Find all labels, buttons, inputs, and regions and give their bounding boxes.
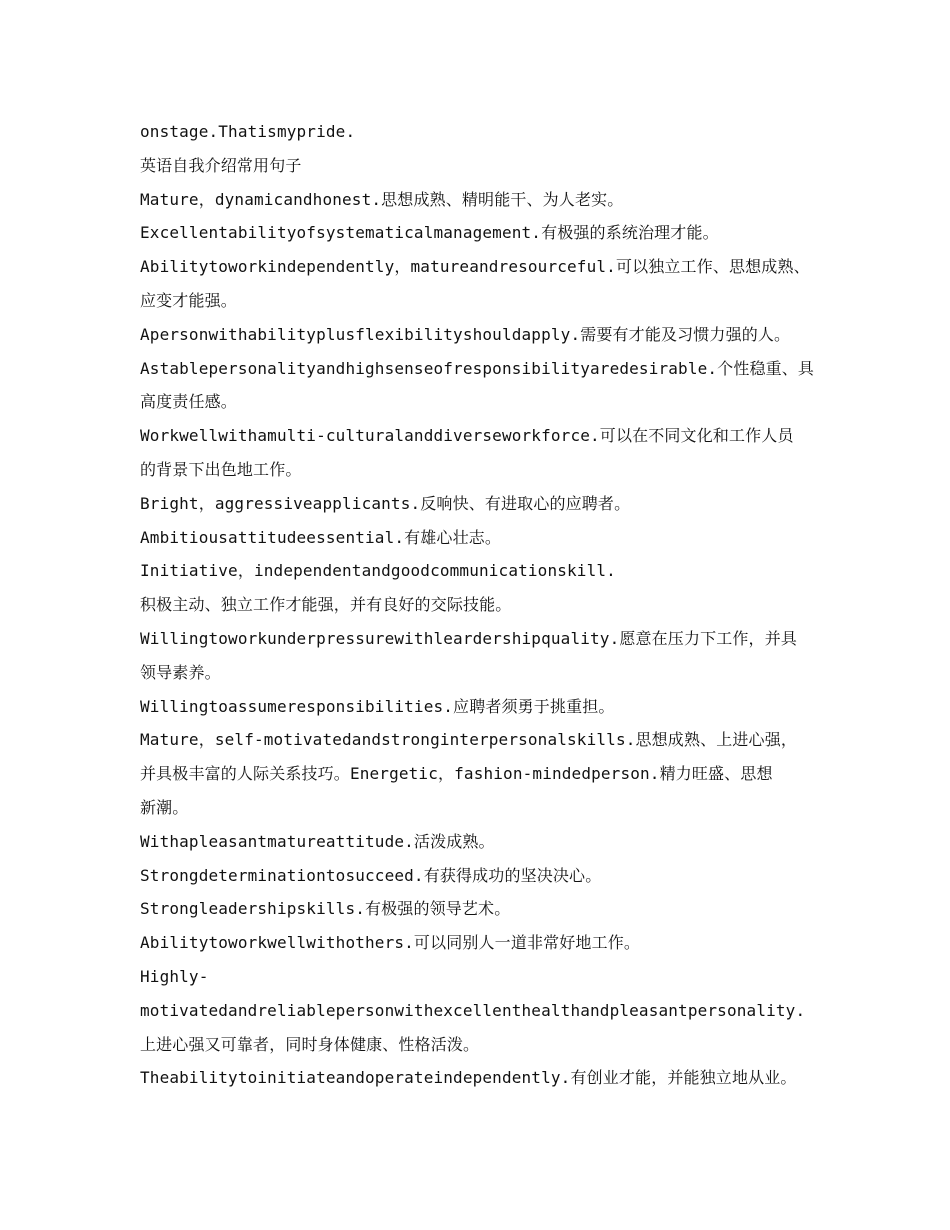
section-heading: 英语自我介绍常用句子: [140, 155, 302, 175]
text-line: motivatedandreliablepersonwithexcellenthealthandpleasantpersonality.: [140, 1000, 806, 1020]
document-body: [140, 115, 820, 1095]
text-line: Abilitytoworkwellwithothers.可以同别人一道非常好地工作。: [140, 933, 641, 953]
text-line: Workwellwithamulti-culturalanddiverseworkforce.可以在不同文化和工作人员: [140, 426, 794, 446]
text-line: 积极主动、独立工作才能强，并有良好的交际技能。: [140, 595, 512, 615]
text-line: Mature，dynamicandhonest.思想成熟、精明能干、为人老实。: [140, 189, 624, 209]
text-line: Withapleasantmatureattitude.活泼成熟。: [140, 831, 495, 851]
text-line: Abilitytoworkindependently，matureandresourceful.可以独立工作、思想成熟、: [140, 257, 810, 277]
text-line: Highly-: [140, 966, 209, 986]
text-line: Strongleadershipskills.有极强的领导艺术。: [140, 899, 511, 919]
text-line: Willingtoworkunderpressurewithleardershipquality.愿意在压力下工作，并具: [140, 628, 798, 648]
text-line: Astablepersonalityandhighsenseofresponsibilityaredesirable.个性稳重、具: [140, 358, 815, 378]
text-line: Excellentabilityofsystematicalmanagement.有极强的系统治理才能。: [140, 223, 719, 243]
text-line: Ambitiousattitudeessential.有雄心壮志。: [140, 527, 502, 547]
text-line: 领导素养。: [140, 662, 221, 682]
text-line: 上进心强又可靠者，同时身体健康、性格活泼。: [140, 1034, 480, 1054]
text-line: Bright，aggressiveapplicants.反响快、有进取心的应聘者。: [140, 493, 631, 513]
text-line: Initiative，independentandgoodcommunicationskill.: [140, 561, 616, 581]
text-line: onstage.Thatismypride.: [140, 122, 356, 141]
text-line: Theabilitytoinitiateandoperateindependently.有创业才能，并能独立地从业。: [140, 1068, 797, 1088]
text-line: 新潮。: [140, 797, 189, 817]
text-line: 并具极丰富的人际关系技巧。Energetic，fashion-mindedperson.精力旺盛、思想: [140, 764, 773, 784]
text-line: Mature，self-motivatedandstronginterpersonalskills.思想成熟、上进心强，: [140, 730, 798, 750]
text-line: 高度责任感。: [140, 392, 237, 412]
text-line: Willingtoassumeresponsibilities.应聘者须勇于挑重担。: [140, 696, 615, 716]
text-line: Apersonwithabilityplusflexibilityshouldapply.需要有才能及习惯力强的人。: [140, 324, 791, 344]
text-line: 的背景下出色地工作。: [140, 459, 302, 479]
text-line: Strongdeterminationtosucceed.有获得成功的坚决决心。: [140, 865, 602, 885]
text-line: 应变才能强。: [140, 290, 237, 310]
